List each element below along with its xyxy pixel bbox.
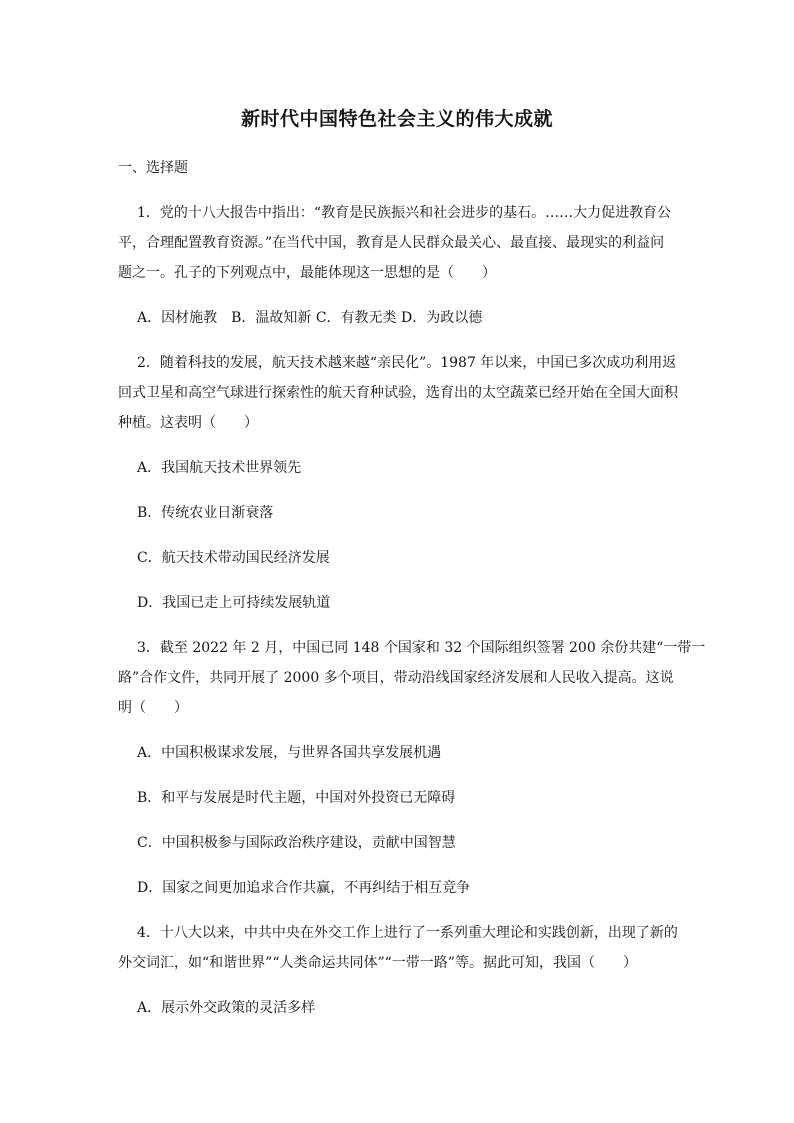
question-4-line-2: 外交词汇，如“和谐世界”“人类命运共同体”“一带一路”等。据此可知，我国（ ） bbox=[118, 955, 637, 971]
question-1-line-3: 题之一。孔子的下列观点中，最能体现这一思想的是（ ） bbox=[118, 265, 496, 281]
question-2-line-2: 回式卫星和高空气球进行探索性的航天育种试验，选育出的太空蔬菜已经开始在全国大面积 bbox=[118, 385, 678, 401]
question-3-option-d: D．国家之间更加追求合作共赢，不再纠结于相互竞争 bbox=[137, 880, 471, 896]
question-2-option-d: D．我国已走上可持续发展轨道 bbox=[137, 595, 331, 611]
page-title: 新时代中国特色社会主义的伟大成就 bbox=[240, 108, 553, 130]
question-2-option-b: B．传统农业日渐衰落 bbox=[137, 505, 274, 521]
section-heading: 一、选择题 bbox=[118, 160, 188, 176]
question-1-line-1: 1．党的十八大报告中指出：“教育是民族振兴和社会进步的基石。……大力促进教育公 bbox=[137, 205, 672, 221]
question-4-option-a: A．展示外交政策的灵活多样 bbox=[137, 1000, 316, 1016]
question-2-line-1: 2．随着科技的发展，航天技术越来越“亲民化”。1987 年以来，中国已多次成功利用返 bbox=[137, 355, 677, 371]
question-2-option-a: A．我国航天技术世界领先 bbox=[137, 460, 302, 476]
question-4-line-1: 4．十八大以来，中共中央在外交工作上进行了一系列重大理论和实践创新，出现了新的 bbox=[137, 925, 678, 941]
question-3-option-a: A．中国积极谋求发展，与世界各国共享发展机遇 bbox=[137, 745, 442, 761]
question-3-line-3: 明（ ） bbox=[118, 700, 188, 716]
question-3-line-2: 路”合作文件，共同开展了 2000 多个项目，带动沿线国家经济发展和人民收入提高。这说 bbox=[118, 670, 674, 686]
question-3-option-b: B．和平与发展是时代主题，中国对外投资已无障碍 bbox=[137, 790, 456, 806]
question-2-line-3: 种植。这表明（ ） bbox=[118, 415, 258, 431]
question-1-options: A．因材施教 B．温故知新 C．有教无类 D．为政以德 bbox=[137, 310, 483, 326]
question-2-option-c: C．航天技术带动国民经济发展 bbox=[137, 550, 330, 566]
question-3-line-1: 3．截至 2022 年 2 月，中国已同 148 个国家和 32 个国际组织签署 200 余份共建“一带一 bbox=[137, 640, 706, 656]
question-1-line-2: 平，合理配置教育资源。”在当代中国，教育是人民群众最关心、最直接、最现实的利益问 bbox=[118, 235, 665, 251]
question-3-option-c: C．中国积极参与国际政治秩序建设，贡献中国智慧 bbox=[137, 835, 456, 851]
